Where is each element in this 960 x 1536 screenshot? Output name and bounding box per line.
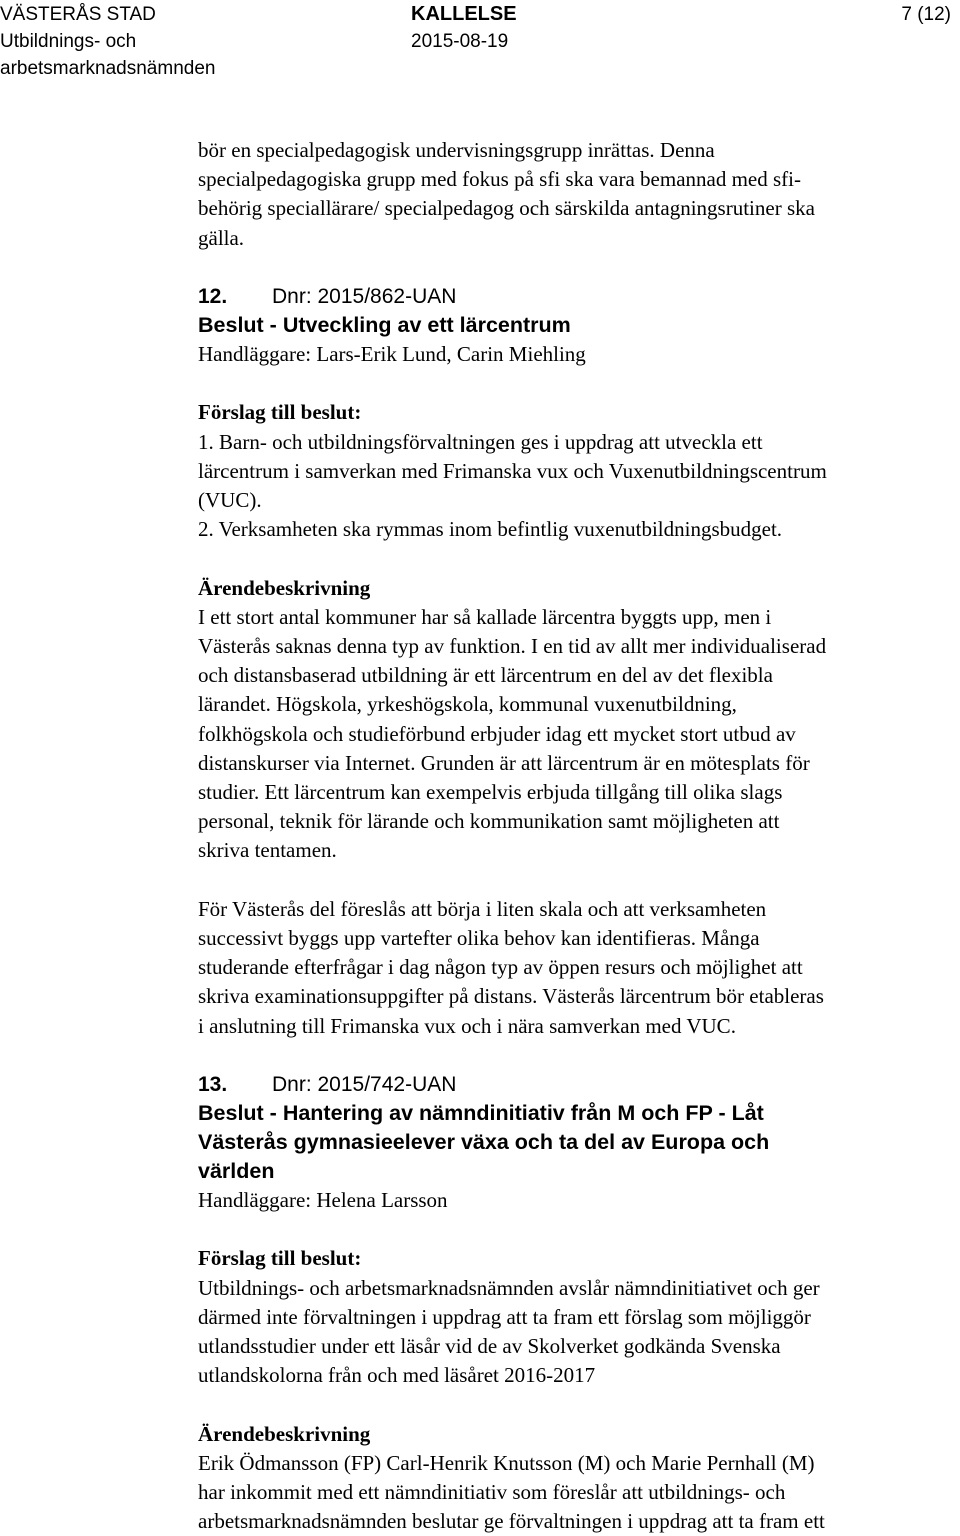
document-info xyxy=(411,1,517,55)
item-heading xyxy=(198,282,958,311)
text-line: 2. Verksamheten ska rymmas inom befintlig vuxenutbildningsbudget. xyxy=(198,517,783,542)
item-title-line: Västerås gymnasieelever växa och ta del av Europa och xyxy=(198,1130,770,1155)
text-line: behörig speciallärare/ specialpedagog och särskilda antagningsrutiner ska xyxy=(198,196,815,221)
agenda-item-12 xyxy=(198,282,958,1041)
text-line: successivt byggs upp vartefter olika behov kan identifieras. Många xyxy=(198,926,760,951)
document-date: 2015-08-19 xyxy=(411,31,509,52)
text-line: Erik Ödmansson (FP) Carl-Henrik Knutsson (M) och Marie Pernhall (M) xyxy=(198,1450,815,1475)
page-number: 7 (12) xyxy=(901,4,951,25)
text-line: studerande efterfrågar i dag någon typ av öppen resurs och möjlighet att xyxy=(198,955,803,980)
text-line: För Västerås del föreslås att börja i liten skala och att verksamheten xyxy=(198,896,767,921)
text-line: Utbildnings- och arbetsmarknadsnämnden avslår nämndinitiativet och ger xyxy=(198,1275,820,1300)
document-type: KALLELSE xyxy=(411,3,517,25)
arende-heading: Ärendebeskrivning xyxy=(198,575,371,600)
document-body xyxy=(198,136,958,1536)
forslag-text xyxy=(198,428,958,545)
forslag-heading: Förslag till beslut: xyxy=(198,1246,362,1271)
department-line-2: arbetsmarknadsnämnden xyxy=(0,58,216,79)
text-line: Västerås saknas denna typ av funktion. I en tid av allt mer individualiserad xyxy=(198,634,827,658)
text-line: lärcentrum i samverkan med Frimanska vux och Vuxenutbildningscentrum xyxy=(198,458,827,483)
text-line: bör en specialpedagogisk undervisningsgrupp inrättas. Denna xyxy=(198,138,715,162)
text-line: gälla. xyxy=(198,225,245,250)
text-line: lärandet. Högskola, yrkeshögskola, kommunal vuxenutbildning, xyxy=(198,692,737,717)
text-line: skriva tentamen. xyxy=(198,838,337,863)
text-line: utlandsstudier under ett läsår vid de av Skolverket godkända Svenska xyxy=(198,1334,781,1359)
text-line: skriva examinationsuppgifter på distans. Västerås lärcentrum bör etableras xyxy=(198,984,824,1009)
arende-paragraph-1 xyxy=(198,603,958,866)
text-line: personal, teknik för lärande och kommunikation samt möjligheten att xyxy=(198,809,780,834)
arende-paragraph-2 xyxy=(198,895,958,1041)
item-handlaggare: Handläggare: Helena Larsson xyxy=(198,1188,448,1213)
item-handlaggare: Handläggare: Lars-Erik Lund, Carin Miehling xyxy=(198,342,586,366)
intro-paragraph xyxy=(198,136,958,253)
forslag-text xyxy=(198,1274,958,1391)
text-line: utlandskolorna från och med läsåret 2016-2017 xyxy=(198,1363,596,1388)
agenda-item-13 xyxy=(198,1070,958,1536)
department-line-1: Utbildnings- och xyxy=(0,31,137,52)
organization-name: VÄSTERÅS STAD xyxy=(0,4,156,25)
organization-block xyxy=(0,1,215,82)
forslag-heading: Förslag till beslut: xyxy=(198,400,362,425)
text-line: i anslutning till Frimanska vux och i nära samverkan med VUC. xyxy=(198,1013,736,1038)
text-line: I ett stort antal kommuner har så kallade lärcentra byggts upp, men i xyxy=(198,604,772,629)
arende-heading: Ärendebeskrivning xyxy=(198,1421,371,1446)
item-title: Beslut - Utveckling av ett lärcentrum xyxy=(198,313,571,337)
text-line: folkhögskola och studieförbund erbjuder idag ett mycket stort utbud av xyxy=(198,721,796,746)
page-header xyxy=(0,0,960,80)
text-line: (VUC). xyxy=(198,488,262,512)
text-line: arbetsmarknadsnämnden beslutar ge förvaltningen i uppdrag att ta fram ett xyxy=(198,1509,825,1534)
item-title-line: Beslut - Hantering av nämndinitiativ från M och FP - Låt xyxy=(198,1101,764,1126)
item-dnr: Dnr: 2015/862-UAN xyxy=(272,285,457,308)
arende-paragraph xyxy=(198,1449,958,1536)
text-line: distanskurser via Internet. Grunden är att lärcentrum är en mötesplats för xyxy=(198,750,810,775)
item-number: 12. xyxy=(198,285,228,308)
text-line: därmed inte förvaltningen i uppdrag att ta fram ett förslag som möjliggör xyxy=(198,1304,811,1329)
text-line: studier. Ett lärcentrum kan exempelvis erbjuda tillgång till olika slags xyxy=(198,780,783,805)
text-line: har inkommit med ett nämndinitiativ som föreslår att utbildnings- och xyxy=(198,1480,786,1505)
item-heading xyxy=(198,1070,958,1099)
item-dnr: Dnr: 2015/742-UAN xyxy=(272,1073,457,1097)
text-line: och distansbaserad utbildning är ett lärcentrum en del av det flexibla xyxy=(198,663,773,688)
item-title-line: världen xyxy=(198,1159,275,1184)
text-line: 1. Barn- och utbildningsförvaltningen ges i uppdrag att utveckla ett xyxy=(198,429,763,454)
text-line: specialpedagogiska grupp med fokus på sfi ska vara bemannad med sfi- xyxy=(198,167,801,192)
item-number: 13. xyxy=(198,1073,228,1097)
